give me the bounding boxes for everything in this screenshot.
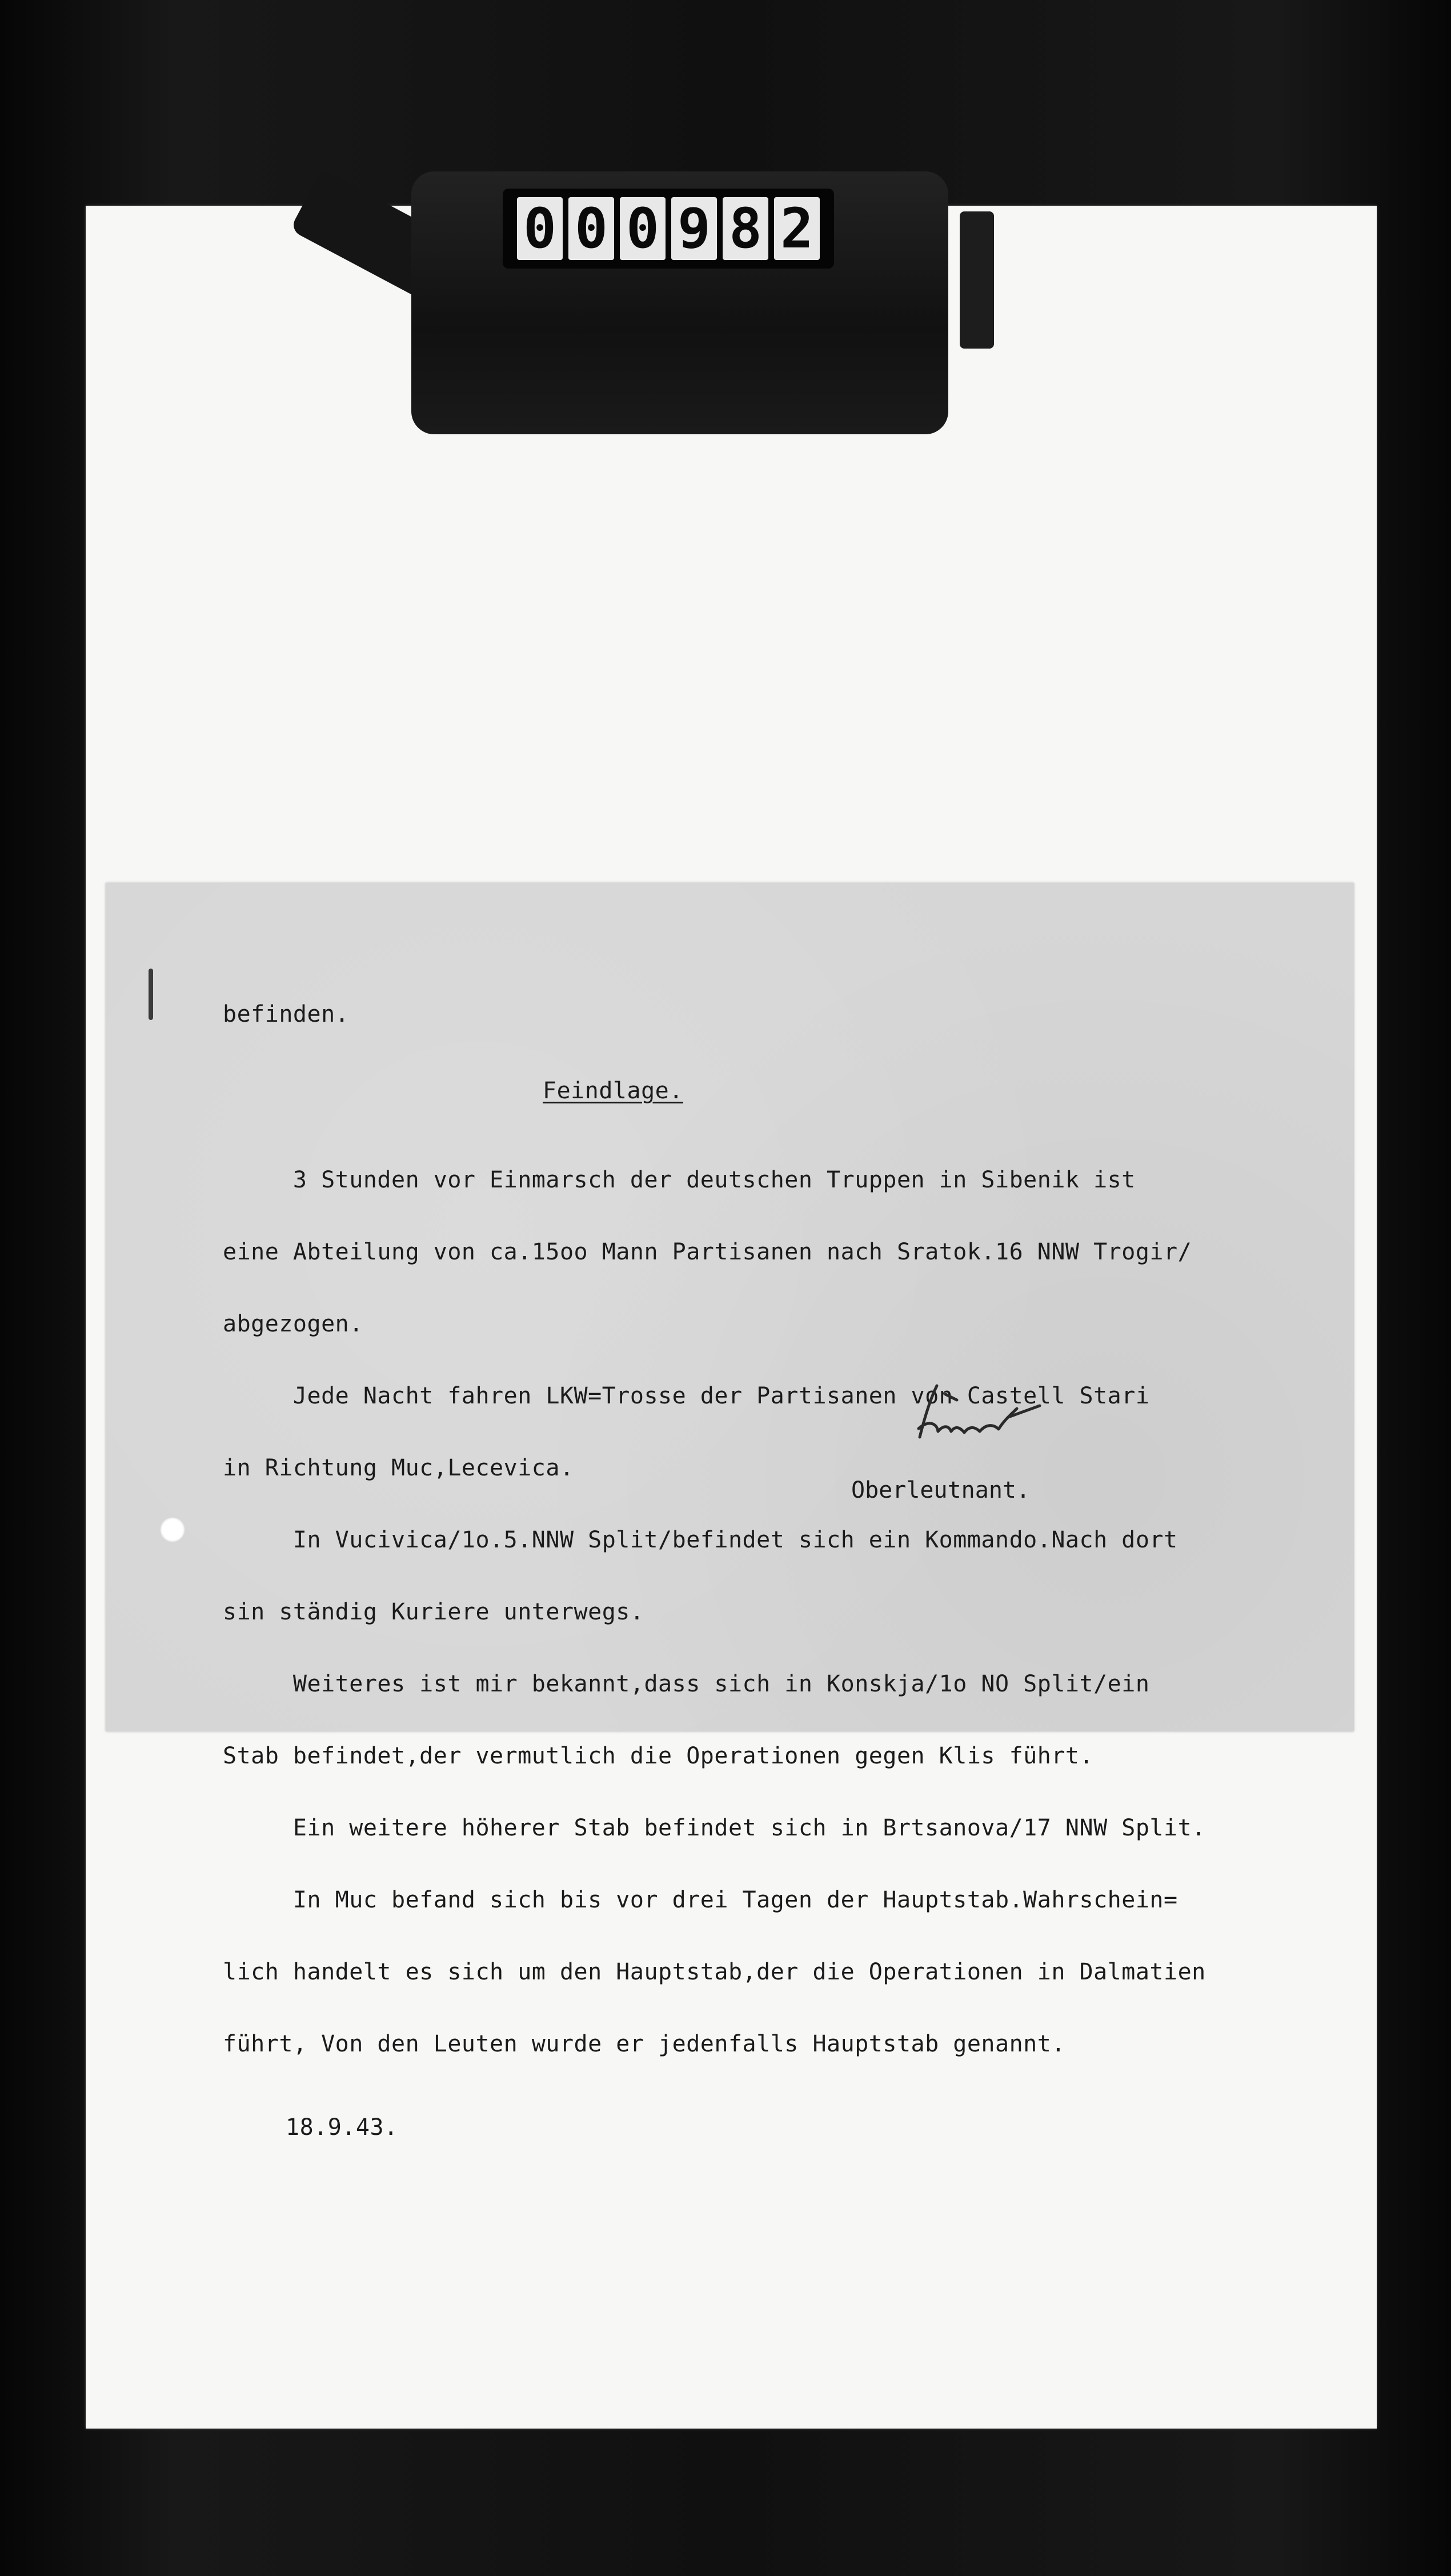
frame-counter-knob	[960, 211, 994, 349]
body-line: Stab befindet,der vermutlich die Operationen gegen Klis führt.	[223, 1743, 1094, 1769]
margin-pencil-mark	[149, 969, 153, 1020]
body-line: sin ständig Kuriere unterwegs.	[223, 1599, 644, 1625]
body-line: in Richtung Muc,Lecevica.	[223, 1455, 574, 1481]
punch-hole	[160, 1517, 185, 1542]
body-line: Weiteres ist mir bekannt,dass sich in Konskja/1o NO Split/ein	[223, 1671, 1150, 1697]
body-line: Ein weitere höherer Stab befindet sich in Brtsanova/17 NNW Split.	[223, 1815, 1206, 1841]
frame-counter	[503, 189, 834, 269]
opening-line: befinden.	[223, 1001, 350, 1027]
body-line: eine Abteilung von ca.15oo Mann Partisanen nach Sratok.16 NNW Trogir/	[223, 1239, 1192, 1265]
body-line: führt, Von den Leuten wurde er jedenfalls Hauptstab genannt.	[223, 2031, 1065, 2057]
counter-digit: 2	[774, 197, 820, 260]
signature-rank: Oberleutnant.	[851, 1477, 1031, 1503]
counter-digit: 8	[723, 197, 768, 260]
counter-digit: 0	[568, 197, 614, 260]
body-line: 3 Stunden vor Einmarsch der deutschen Truppen in Sibenik ist	[223, 1167, 1136, 1193]
counter-digit: 9	[671, 197, 717, 260]
heading-row	[223, 1074, 1342, 1120]
date-row	[223, 2115, 1342, 2139]
report-text	[223, 954, 1342, 2187]
body-line: abgezogen.	[223, 1311, 363, 1337]
body-line: In Vucivica/1o.5.NNW Split/befindet sich ein Kommando.Nach dort	[223, 1527, 1178, 1553]
handwritten-signature	[903, 1374, 1074, 1454]
counter-digit: 0	[517, 197, 563, 260]
body-line: lich handelt es sich um den Hauptstab,der die Operationen in Dalmatien	[223, 1959, 1206, 1985]
typed-report-page	[106, 883, 1354, 2141]
report-date: 18.9.43.	[286, 2114, 398, 2141]
body-line: Jede Nacht fahren LKW=Trosse der Partisanen von Castell Stari	[223, 1383, 1150, 1409]
section-heading: Feindlage.	[543, 1078, 683, 1104]
body-line: In Muc befand sich bis vor drei Tagen der Hauptstab.Wahrschein=	[223, 1887, 1178, 1913]
counter-digit: 0	[620, 197, 666, 260]
